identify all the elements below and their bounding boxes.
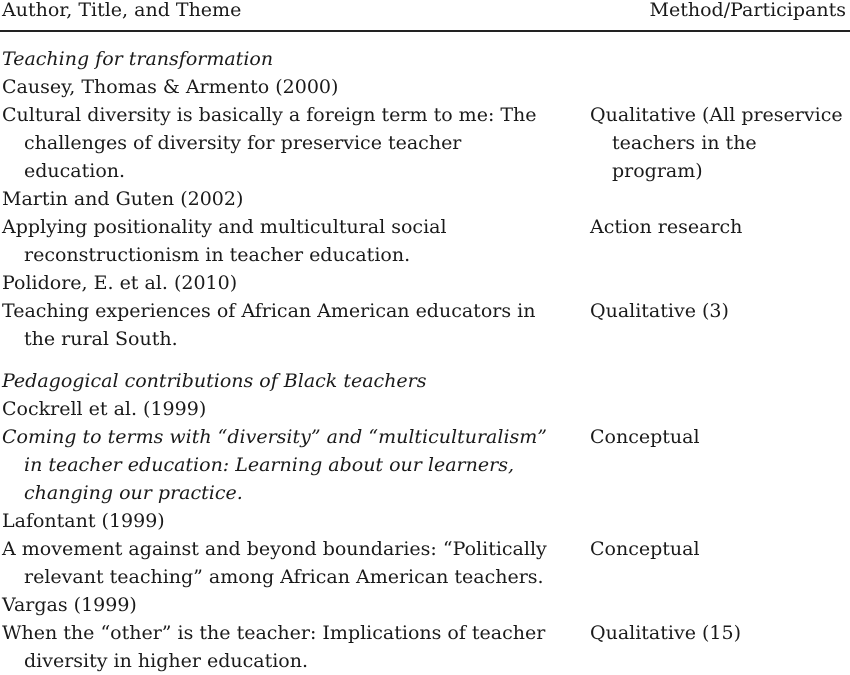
entry-title: Cultural diversity is basically a foreign term to me: The challenges of diversity for preservice teacher education.	[2, 104, 537, 182]
entry-title: A movement against and beyond boundaries: “Politically relevant teaching” among African American teachers.	[2, 538, 547, 588]
section-spacer	[0, 353, 850, 367]
entry-method: Action research	[590, 216, 743, 238]
entry-method: Conceptual	[590, 538, 700, 560]
header-author-title-theme: Author, Title, and Theme	[2, 0, 242, 21]
table-header	[0, 0, 850, 28]
entry-title: Coming to terms with “diversity” and “multiculturalism” in teacher education: Learning about our learners, changing our practice.	[2, 426, 547, 504]
table-row	[0, 101, 850, 185]
entry-method: Conceptual	[590, 426, 700, 448]
entry-title: Teaching experiences of African American educators in the rural South.	[2, 300, 536, 350]
entry-method: Qualitative (3)	[590, 300, 729, 322]
table-row	[0, 535, 850, 591]
entry-title: Applying positionality and multicultural social reconstructionism in teacher education.	[2, 216, 447, 266]
table-row	[0, 423, 850, 507]
section-heading: Teaching for transformation	[2, 48, 274, 70]
header-rule	[0, 30, 850, 32]
entry-method: Qualitative (15)	[590, 622, 741, 644]
table-body	[0, 45, 850, 675]
entry-method: Qualitative (All preservice teachers in the program)	[590, 104, 843, 182]
section-heading: Pedagogical contributions of Black teachers	[2, 370, 427, 392]
entry-author: Martin and Guten (2002)	[2, 188, 244, 210]
entry-author: Vargas (1999)	[2, 594, 137, 616]
entry-title: When the “other” is the teacher: Implications of teacher diversity in higher education.	[2, 622, 546, 672]
table-row	[0, 619, 850, 675]
header-method-participants: Method/Participants	[649, 0, 846, 21]
table-row	[0, 297, 850, 353]
entry-author: Cockrell et al. (1999)	[2, 398, 207, 420]
entry-author: Polidore, E. et al. (2010)	[2, 272, 238, 294]
table-row	[0, 213, 850, 269]
entry-author: Lafontant (1999)	[2, 510, 165, 532]
entry-author: Causey, Thomas & Armento (2000)	[2, 76, 339, 98]
